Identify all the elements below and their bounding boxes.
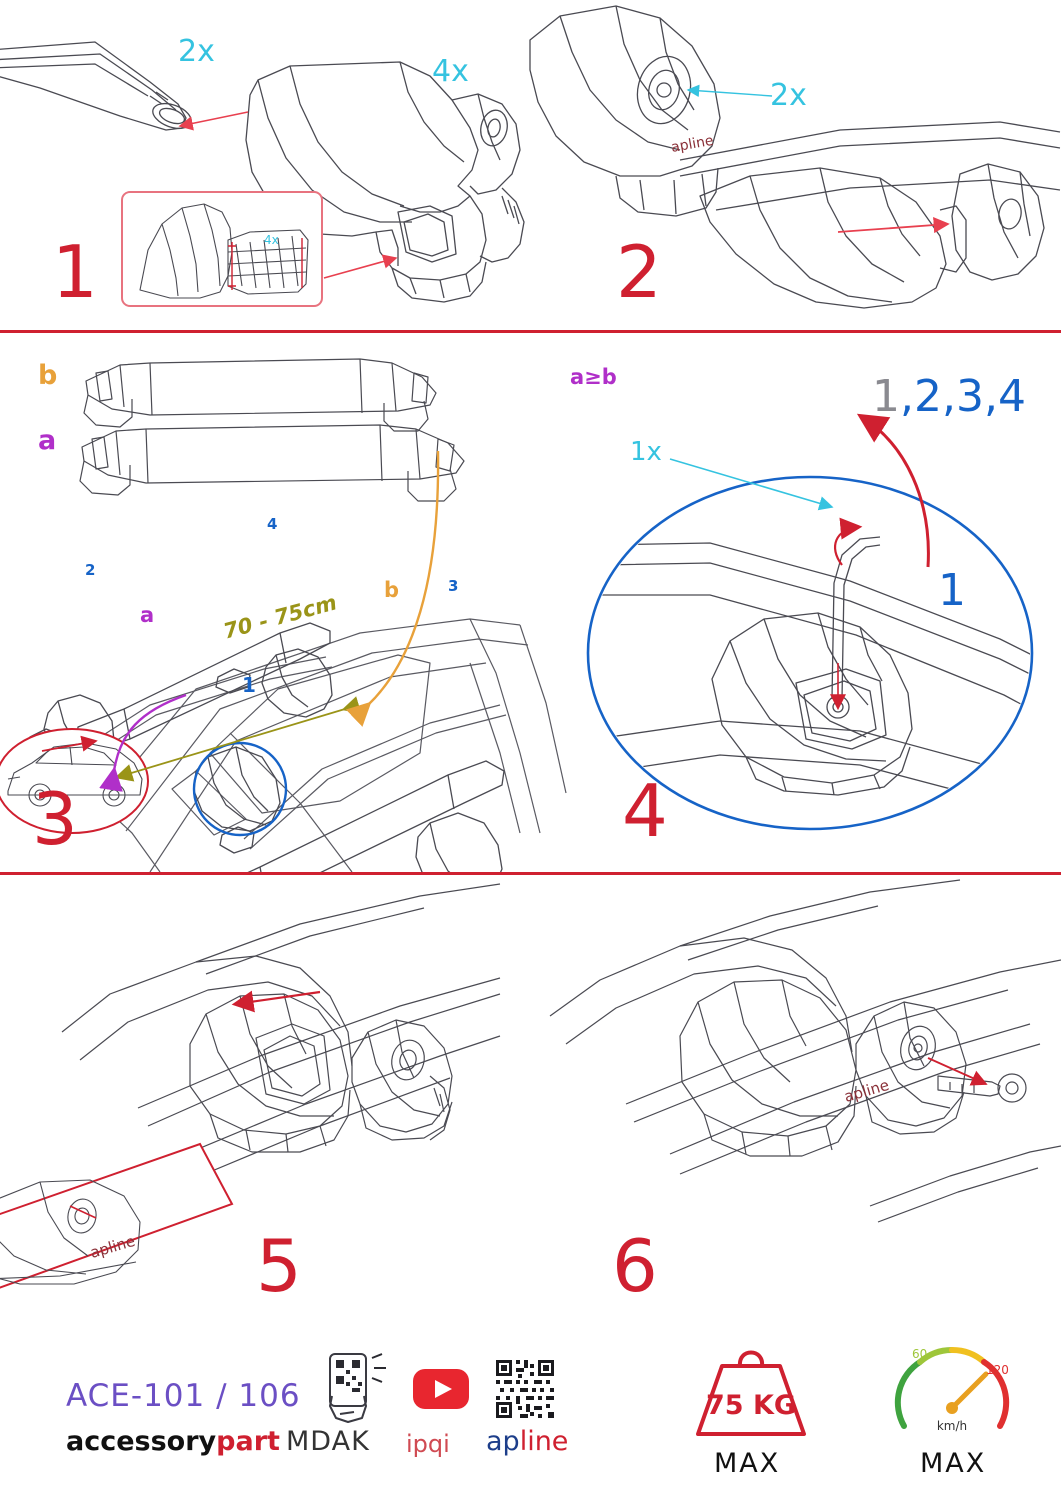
brand-accessorypart	[66, 1426, 280, 1457]
footer	[0, 1330, 1061, 1500]
step-3-number: 3	[32, 777, 76, 861]
step-3-curve-label-a: a	[140, 603, 155, 627]
brand-apline-suffix: line	[519, 1426, 569, 1457]
step-4-sequence	[872, 371, 1026, 422]
step-3-pos-4: 4	[267, 515, 278, 533]
max-load-label: MAX	[714, 1448, 781, 1479]
max-load-icon	[686, 1338, 816, 1447]
step-3-label-b: b	[38, 360, 58, 391]
step-4-panel	[560, 333, 1061, 872]
step-2-panel	[520, 0, 1061, 330]
max-speed-label: MAX	[920, 1448, 987, 1479]
step-1-qty-2x: 2x	[178, 34, 215, 69]
step-3-pos-3: 3	[448, 577, 459, 595]
qr-scan-phone-icon	[316, 1352, 396, 1433]
step-4-order-1: 1	[938, 565, 966, 616]
step-2-number: 2	[616, 230, 660, 314]
step-1-panel	[0, 0, 600, 330]
sequence-first: 1	[872, 371, 900, 422]
section-divider-2	[0, 872, 1061, 875]
brand-apline	[486, 1426, 568, 1457]
model-code: ACE-101 / 106	[66, 1378, 301, 1414]
max-speed-icon	[890, 1338, 1014, 1447]
step-3-pos-1: 1	[242, 673, 256, 697]
step-4-qty-1x: 1x	[630, 437, 662, 467]
step-5-panel	[0, 876, 530, 1326]
step-3-pos-2: 2	[85, 561, 96, 579]
sequence-rest: ,2,3,4	[900, 371, 1026, 422]
step-4-number: 4	[622, 769, 666, 853]
svg-text:apline: apline	[842, 1075, 892, 1106]
brand-accessorypart-suffix: part	[216, 1426, 280, 1457]
step-1-inset	[122, 192, 322, 306]
youtube-icon[interactable]	[412, 1368, 470, 1415]
speed-min-tick: 60	[912, 1347, 928, 1361]
speed-unit: km/h	[936, 1419, 968, 1433]
step-4-condition: a≥b	[570, 365, 617, 389]
svg-text:apline: apline	[88, 1231, 138, 1262]
brand-mdak: MDAK	[286, 1426, 370, 1457]
svg-text:apline: apline	[669, 132, 715, 156]
max-load-value: 75 KG	[705, 1390, 797, 1421]
brand-ipqi: ipqi	[406, 1430, 450, 1458]
qr-code-icon	[494, 1358, 556, 1425]
step-6-panel	[530, 876, 1061, 1326]
step-3-highlight-circle	[194, 743, 286, 835]
step-6-illustration	[530, 876, 1061, 1326]
step-1-number: 1	[52, 230, 96, 314]
step-5-number: 5	[256, 1224, 300, 1308]
apline-logo-step2	[670, 133, 715, 156]
step-2-qty-2x: 2x	[770, 78, 807, 113]
step-1-qty-4x: 4x	[432, 54, 469, 89]
brand-accessorypart-prefix: accessory	[66, 1426, 217, 1457]
step-3-label-a: a	[38, 425, 57, 456]
step-3-dimension: 70 - 75cm	[220, 590, 340, 644]
speed-max-tick: 120	[986, 1363, 1009, 1377]
step-3-panel	[0, 333, 610, 872]
step-5-inset	[0, 1144, 232, 1320]
brand-apline-prefix: ap	[486, 1426, 520, 1457]
step-3-curve-label-b: b	[384, 578, 400, 602]
step-6-number: 6	[612, 1224, 656, 1308]
svg-text:4x: 4x	[264, 233, 279, 247]
step-2-illustration	[520, 0, 1061, 330]
